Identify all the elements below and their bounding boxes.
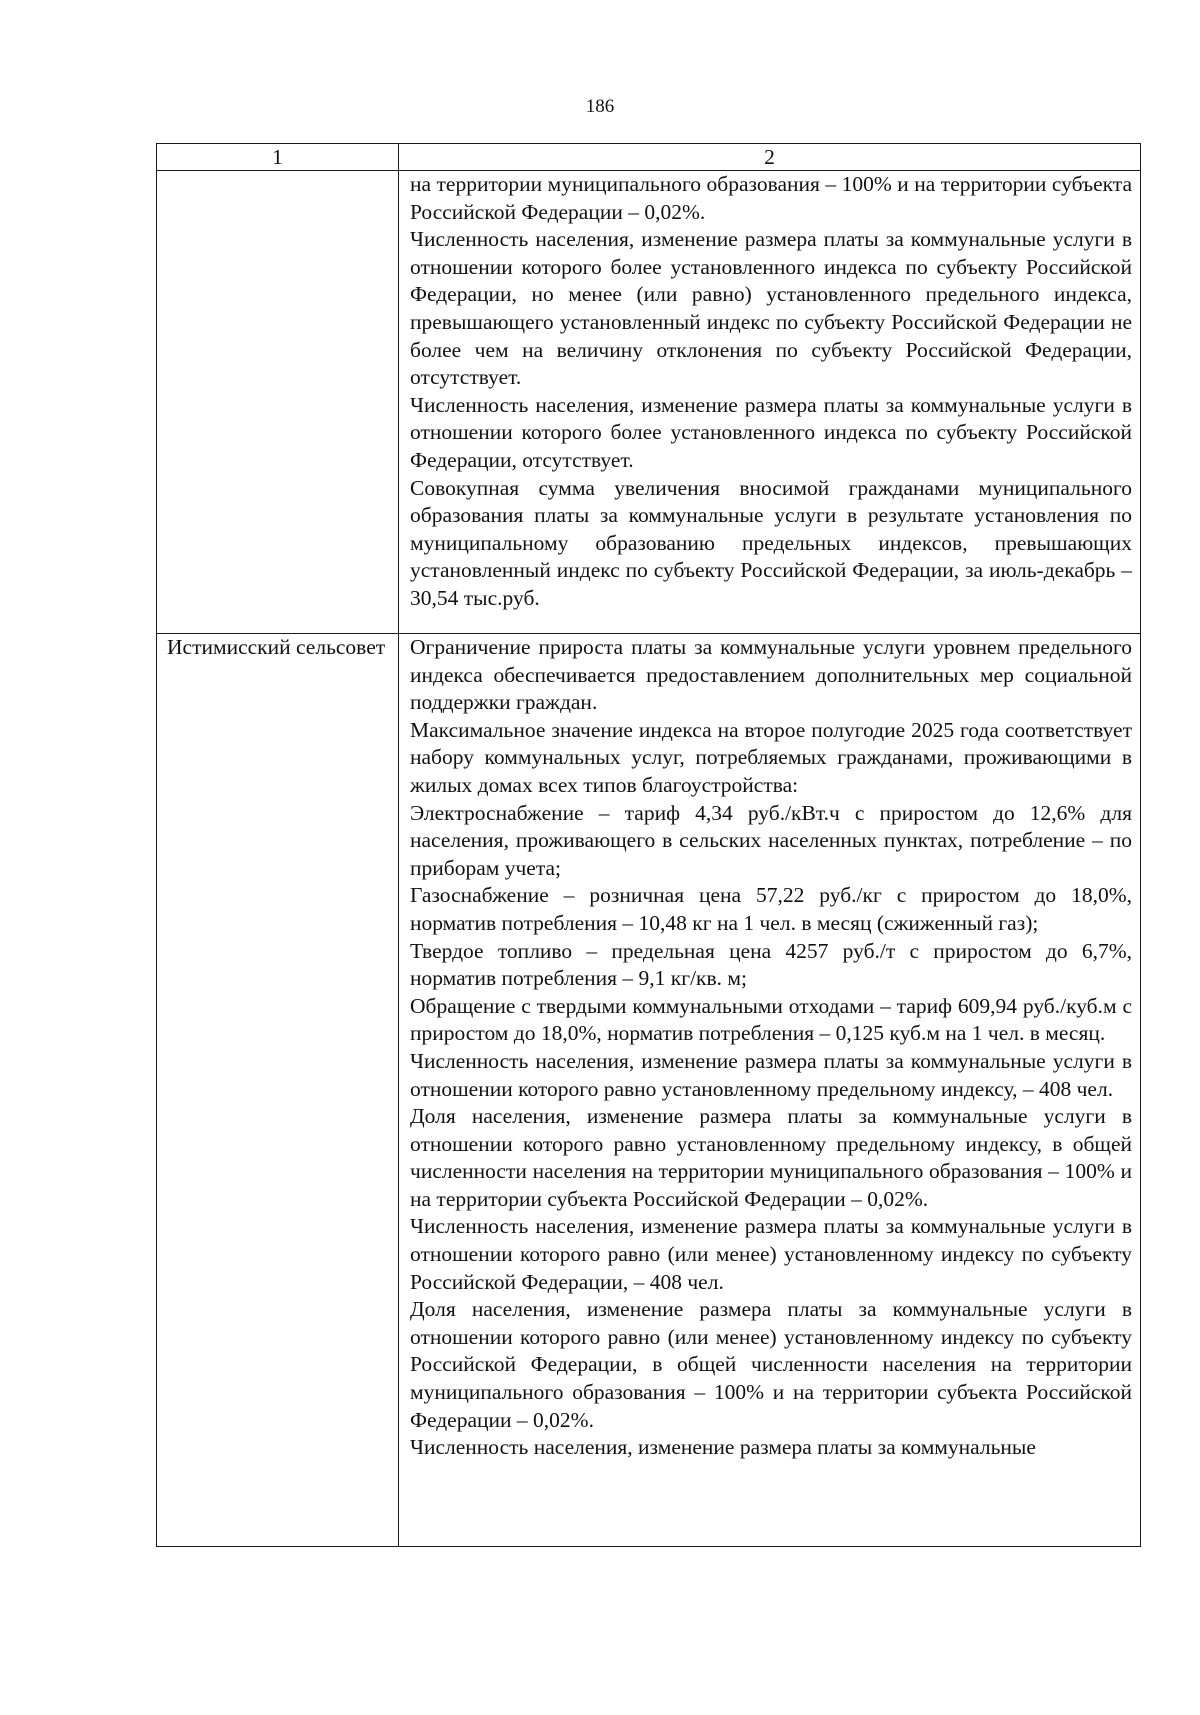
paragraph: Численность населения, изменение размера платы за коммунальные услуги в отношении которого равно установленному предельному индексу, – 408 чел.: [410, 1048, 1132, 1101]
municipality-name-cell: Истимисский сельсовет: [157, 634, 399, 1547]
column-header-2: 2: [399, 144, 1141, 171]
municipality-name-cell: [157, 171, 399, 634]
paragraph: Численность населения, изменение размера платы за коммунальные услуги в отношении которого более установленного индекса по субъекту Российской Федерации, но менее (или равно) установленного предельного индекса, превышающего установленный индекс по субъекту Российской Федерации не более чем на величину отклонения по субъекту Российской Федерации, отсутствует.: [410, 227, 1132, 390]
paragraph: Максимальное значение индекса на второе полугодие 2025 года соответствует набору коммунальных услуг, потребляемых гражданами, проживающими в жилых домах всех типов благоустройства:: [410, 717, 1132, 797]
paragraph: на территории муниципального образования – 100% и на территории субъекта Российской Федерации – 0,02%.: [410, 172, 1132, 224]
data-table: [156, 143, 1141, 1547]
paragraph: Численность населения, изменение размера платы за коммунальные услуги в отношении которого более установленного индекса по субъекту Российской Федерации, отсутствует.: [410, 392, 1132, 472]
paragraph: Численность населения, изменение размера платы за коммунальные: [410, 1435, 1036, 1460]
paragraph: Электроснабжение – тариф 4,34 руб./кВт.ч с приростом до 12,6% для населения, проживающего в сельских населенных пунктах, потребление – по приборам учета;: [410, 800, 1132, 880]
paragraph: Газоснабжение – розничная цена 57,22 руб./кг с приростом до 18,0%, норматив потребления – 10,48 кг на 1 чел. в месяц (сжиженный газ);: [410, 883, 1132, 935]
paragraph: Численность населения, изменение размера платы за коммунальные услуги в отношении которого равно (или менее) установленному индексу по субъекту Российской Федерации, – 408 чел.: [410, 1214, 1132, 1294]
page-number: 186: [585, 96, 615, 117]
paragraph: Доля населения, изменение размера платы за коммунальные услуги в отношении которого равно установленному предельному индексу, в общей численности населения на территории муниципального образования – 100% и на территории субъекта Российской Федерации – 0,02%.: [410, 1104, 1132, 1211]
description-cell: [399, 171, 1141, 634]
table-row: [157, 634, 1141, 1547]
paragraph: Твердое топливо – предельная цена 4257 руб./т с приростом до 6,7%, норматив потребления – 9,1 кг/кв. м;: [410, 938, 1132, 991]
column-header-1: 1: [157, 144, 399, 171]
paragraph: Доля населения, изменение размера платы за коммунальные услуги в отношении которого равно (или менее) установленному индексу по субъекту Российской Федерации, в общей численности населения на территории муниципального образования – 100% и на территории субъекта Российской Федерации – 0,02%.: [410, 1297, 1132, 1432]
paragraph: Ограничение прироста платы за коммунальные услуги уровнем предельного индекса обеспечивается предоставлением дополнительных мер социальной поддержки граждан.: [410, 635, 1132, 715]
table-row: [157, 171, 1141, 634]
paragraph: Обращение с твердыми коммунальными отходами – тариф 609,94 руб./куб.м с приростом до 18,0%, норматив потребления – 0,125 куб.м на 1 чел. в месяц.: [410, 993, 1132, 1046]
paragraph: Совокупная сумма увеличения вносимой гражданами муниципального образования платы за коммунальные услуги в результате установления по муниципальному образованию предельных индексов, превышающих установленный индекс по субъекту Российской Федерации, за июль-декабрь – 30,54 тыс.руб.: [410, 475, 1132, 610]
description-cell: [399, 634, 1141, 1547]
table-header-row: [157, 144, 1141, 171]
